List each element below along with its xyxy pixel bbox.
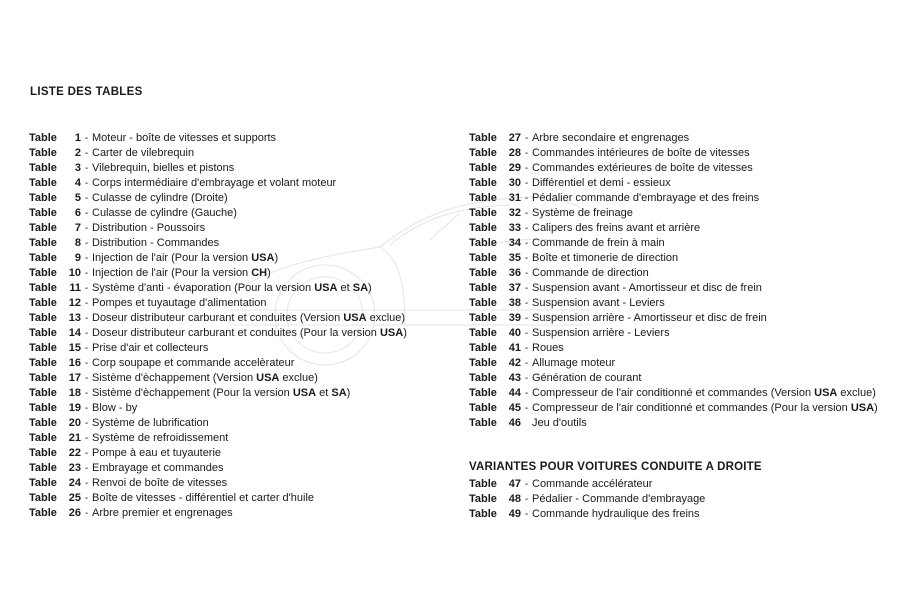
table-description: Corps intermédiaire d'embrayage et volant moteur: [92, 177, 337, 189]
separator-dash: [521, 416, 532, 431]
table-word: Table: [29, 132, 57, 144]
table-description: Commande accélérateur: [532, 478, 653, 490]
table-list-left: [29, 131, 407, 521]
table-number: 41: [508, 342, 521, 354]
table-number-label: [469, 176, 521, 191]
table-word: Table: [29, 327, 57, 339]
table-word: Table: [469, 192, 497, 204]
table-description: Commande de direction: [532, 267, 649, 279]
table-description: Pédalier commande d'embrayage et des freins: [532, 192, 760, 204]
table-description: Suspension avant - Leviers: [532, 297, 665, 309]
separator-dash: -: [524, 163, 529, 174]
table-description: Suspension avant - Amortisseur et disc de frein: [532, 282, 762, 294]
table-description: Sistème d'èchappement (Pour la version USA et SA): [92, 387, 351, 399]
table-number: 43: [508, 372, 521, 384]
table-entry[interactable]: [29, 191, 407, 206]
table-number-label: [29, 266, 81, 281]
table-entry[interactable]: [469, 221, 878, 236]
separator-dash: -: [524, 298, 529, 309]
separator-dash: -: [524, 223, 529, 234]
table-number-label: [29, 386, 81, 401]
table-number-label: [469, 507, 521, 522]
table-number: 26: [68, 507, 81, 519]
table-description: Système de refroidissement: [92, 432, 229, 444]
table-number-label: [469, 146, 521, 161]
separator-dash: -: [524, 328, 529, 339]
table-word: Table: [469, 372, 497, 384]
table-entry[interactable]: [29, 131, 407, 146]
table-word: Table: [29, 222, 57, 234]
table-number-label: [29, 236, 81, 251]
table-number-label: [469, 326, 521, 341]
table-number: 18: [68, 387, 81, 399]
table-number-label: [29, 401, 81, 416]
separator-dash: -: [84, 163, 89, 174]
table-word: Table: [29, 417, 57, 429]
table-number-label: [29, 251, 81, 266]
table-word: Table: [29, 447, 57, 459]
table-number-label: [469, 296, 521, 311]
separator-dash: -: [524, 268, 529, 279]
table-number-label: [29, 506, 81, 521]
separator-dash: -: [84, 313, 89, 324]
table-number: 28: [508, 147, 521, 159]
separator-dash: -: [84, 388, 89, 399]
table-number: 30: [508, 177, 521, 189]
table-number-label: [29, 461, 81, 476]
table-entry[interactable]: [29, 371, 407, 386]
separator-dash: -: [84, 148, 89, 159]
table-number: 5: [74, 192, 81, 204]
separator-dash: -: [84, 448, 89, 459]
table-word: Table: [469, 357, 497, 369]
table-description: Système de lubrification: [92, 417, 209, 429]
table-word: Table: [29, 387, 57, 399]
table-entry[interactable]: [469, 146, 878, 161]
table-number-label: [29, 161, 81, 176]
table-description: Culasse de cylindre (Gauche): [92, 207, 237, 219]
separator-dash: -: [84, 238, 89, 249]
table-number-label: [469, 221, 521, 236]
table-number: 20: [68, 417, 81, 429]
table-entry[interactable]: [469, 191, 878, 206]
table-number: 49: [508, 508, 521, 520]
table-description: Commande de frein à main: [532, 237, 665, 249]
table-description: Allumage moteur: [532, 357, 616, 369]
table-description: Blow - by: [92, 402, 138, 414]
separator-dash: -: [524, 403, 529, 414]
separator-dash: -: [524, 313, 529, 324]
table-description: Pédalier - Commande d'embrayage: [532, 493, 706, 505]
table-number-label: [29, 356, 81, 371]
separator-dash: -: [524, 358, 529, 369]
table-number-label: [29, 191, 81, 206]
table-number-label: [469, 341, 521, 356]
separator-dash: -: [84, 298, 89, 309]
separator-dash: -: [84, 463, 89, 474]
table-entry[interactable]: [469, 492, 705, 507]
separator-dash: -: [84, 208, 89, 219]
table-number: 31: [508, 192, 521, 204]
table-description: Injection de l'air (Pour la version USA): [92, 252, 279, 264]
table-description: Sistème d'èchappement (Version USA exclue): [92, 372, 318, 384]
separator-dash: -: [524, 479, 529, 490]
table-word: Table: [469, 222, 497, 234]
table-number-label: [469, 266, 521, 281]
table-number-label: [29, 296, 81, 311]
table-description: Commandes extérieures de boîte de vitesses: [532, 162, 753, 174]
table-entry[interactable]: [29, 476, 407, 491]
table-number: 46: [508, 417, 521, 429]
table-number-label: [29, 206, 81, 221]
table-number: 27: [508, 132, 521, 144]
table-description: Vilebrequin, bielles et pistons: [92, 162, 235, 174]
table-number-label: [29, 176, 81, 191]
table-number-label: [29, 371, 81, 386]
table-entry[interactable]: [29, 221, 407, 236]
table-number: 33: [508, 222, 521, 234]
table-number-label: [469, 161, 521, 176]
table-number-label: [469, 311, 521, 326]
table-description: Moteur - boîte de vitesses et supports: [92, 132, 277, 144]
table-word: Table: [469, 207, 497, 219]
separator-dash: -: [524, 373, 529, 384]
table-description: Distribution - Commandes: [92, 237, 220, 249]
table-description: Embrayage et commandes: [92, 462, 224, 474]
table-number-label: [469, 386, 521, 401]
separator-dash: -: [524, 253, 529, 264]
table-number: 38: [508, 297, 521, 309]
table-number: 16: [68, 357, 81, 369]
table-entry[interactable]: [29, 281, 407, 296]
table-entry[interactable]: [29, 416, 407, 431]
table-word: Table: [469, 402, 497, 414]
table-number-label: [469, 371, 521, 386]
table-description: Arbre premier et engrenages: [92, 507, 233, 519]
table-entry[interactable]: [29, 161, 407, 176]
table-number: 3: [74, 162, 81, 174]
separator-dash: -: [84, 403, 89, 414]
table-word: Table: [29, 192, 57, 204]
separator-dash: -: [84, 358, 89, 369]
table-word: Table: [29, 357, 57, 369]
table-entry[interactable]: [29, 236, 407, 251]
table-description: Boîte et timonerie de direction: [532, 252, 679, 264]
table-word: Table: [29, 492, 57, 504]
table-entry[interactable]: [29, 326, 407, 341]
table-number: 2: [74, 147, 81, 159]
table-entry[interactable]: [469, 401, 878, 416]
table-entry[interactable]: [469, 341, 878, 356]
table-description: Système de freinage: [532, 207, 633, 219]
table-description: Doseur distributeur carburant et conduites (Pour la version USA): [92, 327, 407, 339]
table-word: Table: [469, 508, 497, 520]
separator-dash: -: [524, 343, 529, 354]
table-number: 6: [74, 207, 81, 219]
table-entry[interactable]: [29, 506, 407, 521]
page-title: LISTE DES TABLES: [30, 86, 143, 98]
table-number: 32: [508, 207, 521, 219]
table-entry[interactable]: [29, 266, 407, 281]
table-number-label: [29, 131, 81, 146]
separator-dash: -: [524, 388, 529, 399]
table-word: Table: [469, 312, 497, 324]
table-description: Système d'anti - évaporation (Pour la version USA et SA): [92, 282, 372, 294]
table-description: Compresseur de l'air conditionné et commandes (Version USA exclue): [532, 387, 876, 399]
table-entry[interactable]: [29, 461, 407, 476]
table-description: Compresseur de l'air conditionné et commandes (Pour la version USA): [532, 402, 878, 414]
table-number-label: [29, 221, 81, 236]
separator-dash: -: [84, 493, 89, 504]
separator-dash: -: [84, 178, 89, 189]
table-description: Distribution - Poussoirs: [92, 222, 206, 234]
table-number-label: [29, 311, 81, 326]
table-description: Pompes et tuyautage d'alimentation: [92, 297, 267, 309]
separator-dash: -: [84, 478, 89, 489]
table-description: Boîte de vitesses - différentiel et carter d'huile: [92, 492, 315, 504]
table-entry[interactable]: [469, 507, 705, 522]
table-entry[interactable]: [29, 251, 407, 266]
table-number-label: [29, 341, 81, 356]
table-number-label: [469, 401, 521, 416]
table-number-label: [29, 476, 81, 491]
separator-dash: -: [84, 418, 89, 429]
table-entry[interactable]: [469, 161, 878, 176]
table-word: Table: [29, 147, 57, 159]
table-description: Arbre secondaire et engrenages: [532, 132, 690, 144]
table-word: Table: [29, 297, 57, 309]
table-number: 25: [68, 492, 81, 504]
table-entry[interactable]: [29, 311, 407, 326]
separator-dash: -: [524, 193, 529, 204]
separator-dash: -: [524, 283, 529, 294]
separator-dash: -: [84, 373, 89, 384]
table-description: Roues: [532, 342, 564, 354]
separator-dash: -: [84, 253, 89, 264]
table-entry[interactable]: [469, 206, 878, 221]
table-number: 19: [68, 402, 81, 414]
table-entry[interactable]: [29, 491, 407, 506]
table-word: Table: [29, 267, 57, 279]
separator-dash: -: [84, 283, 89, 294]
table-entry[interactable]: [29, 431, 407, 446]
table-number-label: [469, 251, 521, 266]
table-number: 47: [508, 478, 521, 490]
table-word: Table: [469, 387, 497, 399]
table-word: Table: [29, 282, 57, 294]
table-number-label: [29, 431, 81, 446]
separator-dash: -: [84, 508, 89, 519]
table-description: Prise d'air et collecteurs: [92, 342, 209, 354]
table-number: 12: [68, 297, 81, 309]
table-word: Table: [29, 162, 57, 174]
table-entry[interactable]: [29, 341, 407, 356]
table-description: Carter de vilebrequin: [92, 147, 195, 159]
table-word: Table: [29, 237, 57, 249]
table-description: Jeu d'outils: [532, 417, 587, 429]
table-word: Table: [469, 417, 497, 429]
table-description: Commande hydraulique des freins: [532, 508, 700, 520]
table-number: 45: [508, 402, 521, 414]
table-word: Table: [29, 252, 57, 264]
table-word: Table: [469, 147, 497, 159]
table-description: Pompe à eau et tuyauterie: [92, 447, 222, 459]
table-number: 44: [508, 387, 521, 399]
table-word: Table: [469, 162, 497, 174]
table-number: 35: [508, 252, 521, 264]
table-number: 7: [74, 222, 81, 234]
table-list-right: [469, 131, 878, 431]
table-number: 40: [508, 327, 521, 339]
table-description: Suspension arrière - Amortisseur et disc de frein: [532, 312, 767, 324]
table-entry[interactable]: [469, 296, 878, 311]
table-number-label: [469, 477, 521, 492]
table-word: Table: [29, 477, 57, 489]
table-number: 1: [74, 132, 81, 144]
table-number: 17: [68, 372, 81, 384]
table-number: 29: [508, 162, 521, 174]
table-word: Table: [469, 478, 497, 490]
table-word: Table: [29, 402, 57, 414]
table-word: Table: [469, 132, 497, 144]
table-word: Table: [29, 342, 57, 354]
table-number: 37: [508, 282, 521, 294]
separator-dash: -: [84, 433, 89, 444]
table-description: Renvoi de boîte de vitesses: [92, 477, 228, 489]
table-word: Table: [29, 312, 57, 324]
separator-dash: -: [524, 208, 529, 219]
table-description: Génération de courant: [532, 372, 642, 384]
table-entry[interactable]: [469, 311, 878, 326]
table-number-label: [29, 416, 81, 431]
table-number: 9: [74, 252, 81, 264]
table-entry[interactable]: [469, 356, 878, 371]
table-word: Table: [29, 507, 57, 519]
table-entry[interactable]: [469, 416, 878, 431]
table-description: Commandes intérieures de boîte de vitesses: [532, 147, 750, 159]
table-entry[interactable]: [469, 236, 878, 251]
table-word: Table: [29, 177, 57, 189]
table-entry[interactable]: [469, 176, 878, 191]
table-number: 36: [508, 267, 521, 279]
table-number-label: [469, 492, 521, 507]
separator-dash: -: [524, 148, 529, 159]
table-entry[interactable]: [469, 281, 878, 296]
table-number: 10: [68, 267, 81, 279]
table-entry[interactable]: [469, 266, 878, 281]
table-number: 39: [508, 312, 521, 324]
table-entry[interactable]: [469, 251, 878, 266]
table-entry[interactable]: [29, 176, 407, 191]
table-entry[interactable]: [469, 386, 878, 401]
table-number-label: [29, 326, 81, 341]
table-word: Table: [469, 493, 497, 505]
table-number-label: [469, 191, 521, 206]
table-description: Différentiel et demi - essieux: [532, 177, 671, 189]
table-number-label: [29, 491, 81, 506]
table-number: 42: [508, 357, 521, 369]
table-word: Table: [469, 297, 497, 309]
separator-dash: -: [84, 223, 89, 234]
table-description: Injection de l'air (Pour la version CH): [92, 267, 271, 279]
table-word: Table: [29, 372, 57, 384]
table-number: 11: [69, 282, 81, 294]
separator-dash: -: [84, 343, 89, 354]
table-entry[interactable]: [29, 386, 407, 401]
table-number: 48: [508, 493, 521, 505]
table-entry[interactable]: [29, 206, 407, 221]
table-number-label: [29, 281, 81, 296]
table-number: 24: [68, 477, 81, 489]
table-entry[interactable]: [29, 356, 407, 371]
variants-section-title: VARIANTES POUR VOITURES CONDUITE A DROITE: [469, 461, 762, 473]
table-word: Table: [29, 462, 57, 474]
table-word: Table: [29, 207, 57, 219]
table-number-label: [469, 131, 521, 146]
separator-dash: -: [84, 193, 89, 204]
separator-dash: -: [84, 328, 89, 339]
table-word: Table: [469, 282, 497, 294]
table-word: Table: [469, 327, 497, 339]
table-word: Table: [469, 237, 497, 249]
table-entry[interactable]: [469, 326, 878, 341]
table-entry[interactable]: [469, 477, 705, 492]
variants-list: [469, 477, 705, 522]
table-word: Table: [469, 342, 497, 354]
table-description: Doseur distributeur carburant et conduites (Version USA exclue): [92, 312, 406, 324]
table-number: 23: [68, 462, 81, 474]
separator-dash: -: [524, 494, 529, 505]
table-word: Table: [469, 267, 497, 279]
separator-dash: -: [524, 509, 529, 520]
table-word: Table: [469, 177, 497, 189]
table-number: 34: [508, 237, 521, 249]
table-entry[interactable]: [469, 371, 878, 386]
table-entry[interactable]: [29, 146, 407, 161]
table-number-label: [29, 146, 81, 161]
table-number-label: [469, 281, 521, 296]
table-entry[interactable]: [29, 401, 407, 416]
table-number-label: [469, 356, 521, 371]
separator-dash: -: [524, 133, 529, 144]
table-number: 22: [68, 447, 81, 459]
table-number: 13: [68, 312, 81, 324]
table-number: 8: [74, 237, 81, 249]
table-number-label: [469, 416, 521, 431]
table-description: Corp soupape et commande accelèrateur: [92, 357, 295, 369]
separator-dash: -: [84, 133, 89, 144]
table-word: Table: [469, 252, 497, 264]
separator-dash: -: [524, 238, 529, 249]
table-description: Suspension arrière - Leviers: [532, 327, 670, 339]
table-number: 21: [68, 432, 81, 444]
table-number: 14: [68, 327, 81, 339]
table-number-label: [469, 206, 521, 221]
table-description: Culasse de cylindre (Droite): [92, 192, 228, 204]
table-entry[interactable]: [29, 296, 407, 311]
table-number: 15: [68, 342, 81, 354]
table-description: Calipers des freins avant et arrière: [532, 222, 701, 234]
table-entry[interactable]: [469, 131, 878, 146]
table-entry[interactable]: [29, 446, 407, 461]
separator-dash: -: [84, 268, 89, 279]
table-word: Table: [29, 432, 57, 444]
table-number-label: [29, 446, 81, 461]
table-number-label: [469, 236, 521, 251]
separator-dash: -: [524, 178, 529, 189]
table-number: 4: [74, 177, 81, 189]
